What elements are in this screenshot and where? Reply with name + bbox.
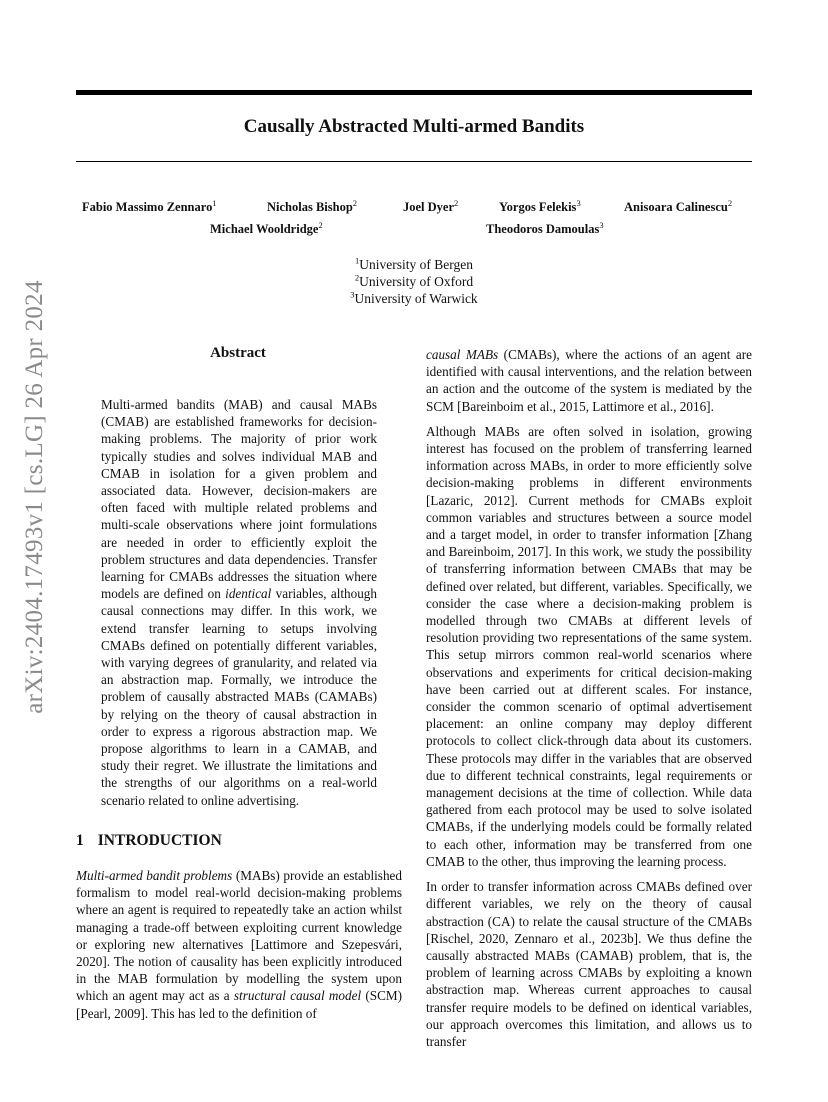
affiliation-1: $^1$University of Bergen [355,255,473,272]
right-paragraph-3: In order to transfer information across CMABs defined over different variables, we rely on the theory of causal abstraction (CA) to relate the causal structure of the CMABs [Rischel, 2020, Zennaro et al., 2023b]. We thus define the causally abstracted MABs (CAMAB) problem, that is, the problem of learning across CMABs by exploiting a known abstraction map. Whereas current approaches to causal transfer require models to be defined on identical variables, our approach overcomes this limitation, and allows us to transfer [426,879,752,1049]
arxiv-watermark-text: arXiv:2404.17493v1 [cs.LG] 26 Apr 2024 [21,280,48,714]
affiliation-2: $^2$University of Oxford [354,272,474,289]
right-paragraph-2: Although MABs are often solved in isolation, growing interest has focused on the problem of transferring learned information across MABs, in order to more efficiently solve decision-making problems in different environments [Lazaric, 2012]. Current methods for CMABs exploit common variables and structures between a source model and a target model, in order to transfer information [Zhang and Bareinboim, 2017]. In this work, we study the possibility of transferring information between CMABs that may be defined over related, but different, variables. Specifically, we consider the case where a decision-making problem is modelled through two CMABs at different levels of resolution providing two representations of the same system. This setup mirrors common real-world scenarios where observations and experiments for critical decision-making have been carried out at different scales. For instance, consider the common scenario of optimal advertisement placement: an online company may deploy different protocols to collect click-through data about its customers. These protocols may differ in the variables that are observed due to different technical constraints, legal requirements or management decisions at the time of collection. While data gathered from each protocol may be used to solve isolated CMABs, if the underlying models could be formally related to each other, information may be transferred from one CMAB to the other, thus improving the learning process. [426,423,752,869]
author-3: Joel Dyer$^2$ [403,197,459,214]
author-5: Anisoara Calinescu$^2$ [624,197,733,214]
abstract-body: Multi-armed bandits (MAB) and causal MABs (CMAB) are established frameworks for decision-making problems. The majority of prior work typically studies and solves individual MAB and CMAB in isolation for a given problem and associated data. However, decision-makers are often faced with multiple related problems and multi-scale observations where joint formulations are needed in order to efficiently exploit the problem structures and data dependencies. Transfer learning for CMABs addresses the situation where models are defined on identical variables, although causal connections may differ. In this work, we extend transfer learning to setups involving CMABs defined on potentially different variables, with varying degrees of granularity, and related via an abstraction map. Formally, we introduce the problem of causally abstracted MABs (CAMABs) by relying on the theory of causal abstraction in order to express a rigorous abstraction map. We propose algorithms to learn in a CAMAB, and study their regret. We illustrate the limitations and the strengths of our algorithms on a real-world scenario related to online advertising. [101,397,377,808]
author-2: Nicholas Bishop$^2$ [267,197,358,214]
affiliation-3: $^3$University of Warwick [350,289,478,306]
right-paragraph-1: causal MABs (CMABs), where the actions of an agent are identified with causal interventions, and the relation between an action and the outcome of the system is mediated by the SCM [Bareinboim et al., 2015, Lattimore et al., 2016]. [426,347,752,414]
title-rule-top [76,90,752,95]
author-6: Michael Wooldridge$^2$ [210,219,323,236]
author-7: Theodoros Damoulas$^3$ [486,219,604,236]
author-1: Fabio Massimo Zennaro$^1$ [82,197,217,214]
title-rule-bottom [76,161,752,162]
introduction-paragraph: Multi-armed bandit problems (MABs) provide an established formalism to model real-world decision-making problems where an agent is required to repeatedly take an action whilst managing a trade-off between exploiting current knowledge or exploring new alternatives [Lattimore and Szepesvári, 2020]. The notion of causality has been explicitly introduced in the MAB formulation by modelling the system upon which an agent may act as a structural causal model (SCM) [Pearl, 2009]. This has led to the definition of [76,868,403,1021]
abstract-heading: Abstract [210,345,266,361]
author-4: Yorgos Felekis$^3$ [499,197,581,214]
right-column [426,346,752,1058]
section-heading-introduction: 1 INTRODUCTION [76,832,222,849]
paper-title: Causally Abstracted Multi-armed Bandits [243,116,585,137]
